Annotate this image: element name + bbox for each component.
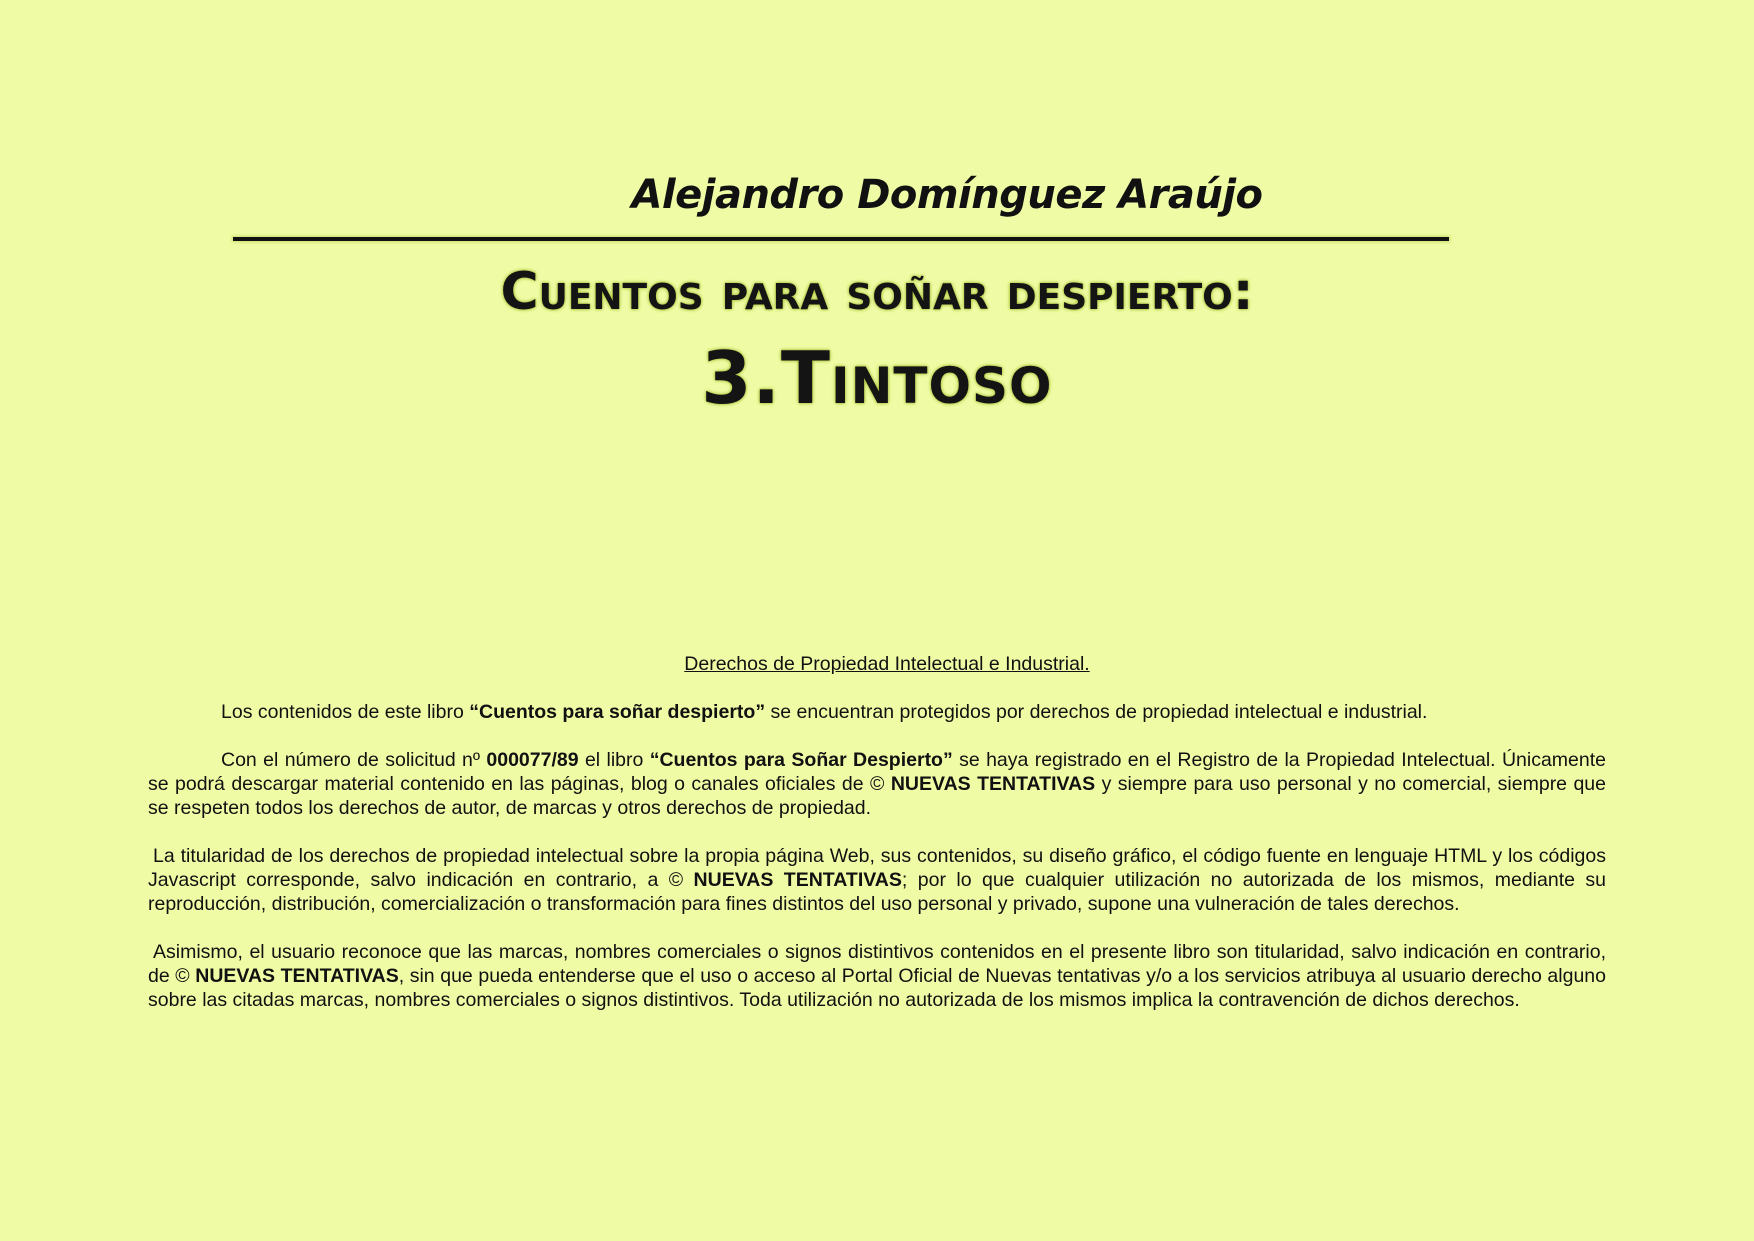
publisher-name: NUEVAS TENTATIVAS [195,965,399,987]
title-divider [233,237,1449,241]
legal-paragraph-3 [148,844,1606,916]
story-title: 3.Tintoso [701,336,1053,420]
text: el libro [578,749,650,771]
text: y siempre para uso personal y no comercial, siempre que se respeten todos los derechos de autor, de marcas y otros derechos de propiedad. [148,773,1606,819]
text: se haya registrado en el Registro de la Propiedad Intelectual. Únicamente se podrá descargar material contenido en las páginas, blog o canales oficiales de © [148,749,1606,795]
text: Los contenidos de este libro [221,701,470,723]
legal-heading: Derechos de Propiedad Intelectual e Industrial. [684,653,1090,675]
text: Asimismo, el usuario reconoce que las marcas, nombres comerciales o signos distintivos contenidos en el presente libro son titularidad, salvo indicación en contrario, de © [148,941,1606,987]
text: , sin que pueda entenderse que el uso o acceso al Portal Oficial de Nuevas tentativas y/o a los servicios atribuya al usuario derecho alguno sobre las citadas marcas, nombres comerciales o signos distintivos. Toda utilización no autorizada de los mismos implica la contravención de dichos derechos. [148,965,1606,1011]
book-title: Cuentos para soñar despierto: [500,262,1254,322]
text: ; por lo que cualquier utilización no autorizada de los mismos, mediante su reproducción, distribución, comercialización o transformación para fines distintos del uso personal y privado, supone una vulneración de tales derechos. [148,869,1607,915]
book-title-ref: “Cuentos para Soñar Despierto” [649,749,953,771]
registration-number: 000077/89 [486,749,579,771]
text: La titularidad de los derechos de propiedad intelectual sobre la propia página Web, sus contenidos, su diseño gráfico, el código fuente en lenguaje HTML y los códigos Javascript corresponde, salvo indicación en contrario, a © [148,845,1606,891]
legal-paragraph-1 [148,700,1606,724]
legal-paragraph-2 [148,748,1606,820]
text: se encuentran protegidos por derechos de propiedad intelectual e industrial. [765,701,1428,723]
publisher-name: NUEVAS TENTATIVAS [693,869,902,891]
publisher-name: NUEVAS TENTATIVAS [890,773,1096,795]
book-title-ref: “Cuentos para soñar despierto” [469,701,766,723]
text: Con el número de solicitud nº [221,749,487,771]
legal-notice [148,652,1606,1036]
author-name: Alejandro Domínguez Araújo [631,172,1263,218]
legal-paragraph-4 [148,940,1606,1012]
